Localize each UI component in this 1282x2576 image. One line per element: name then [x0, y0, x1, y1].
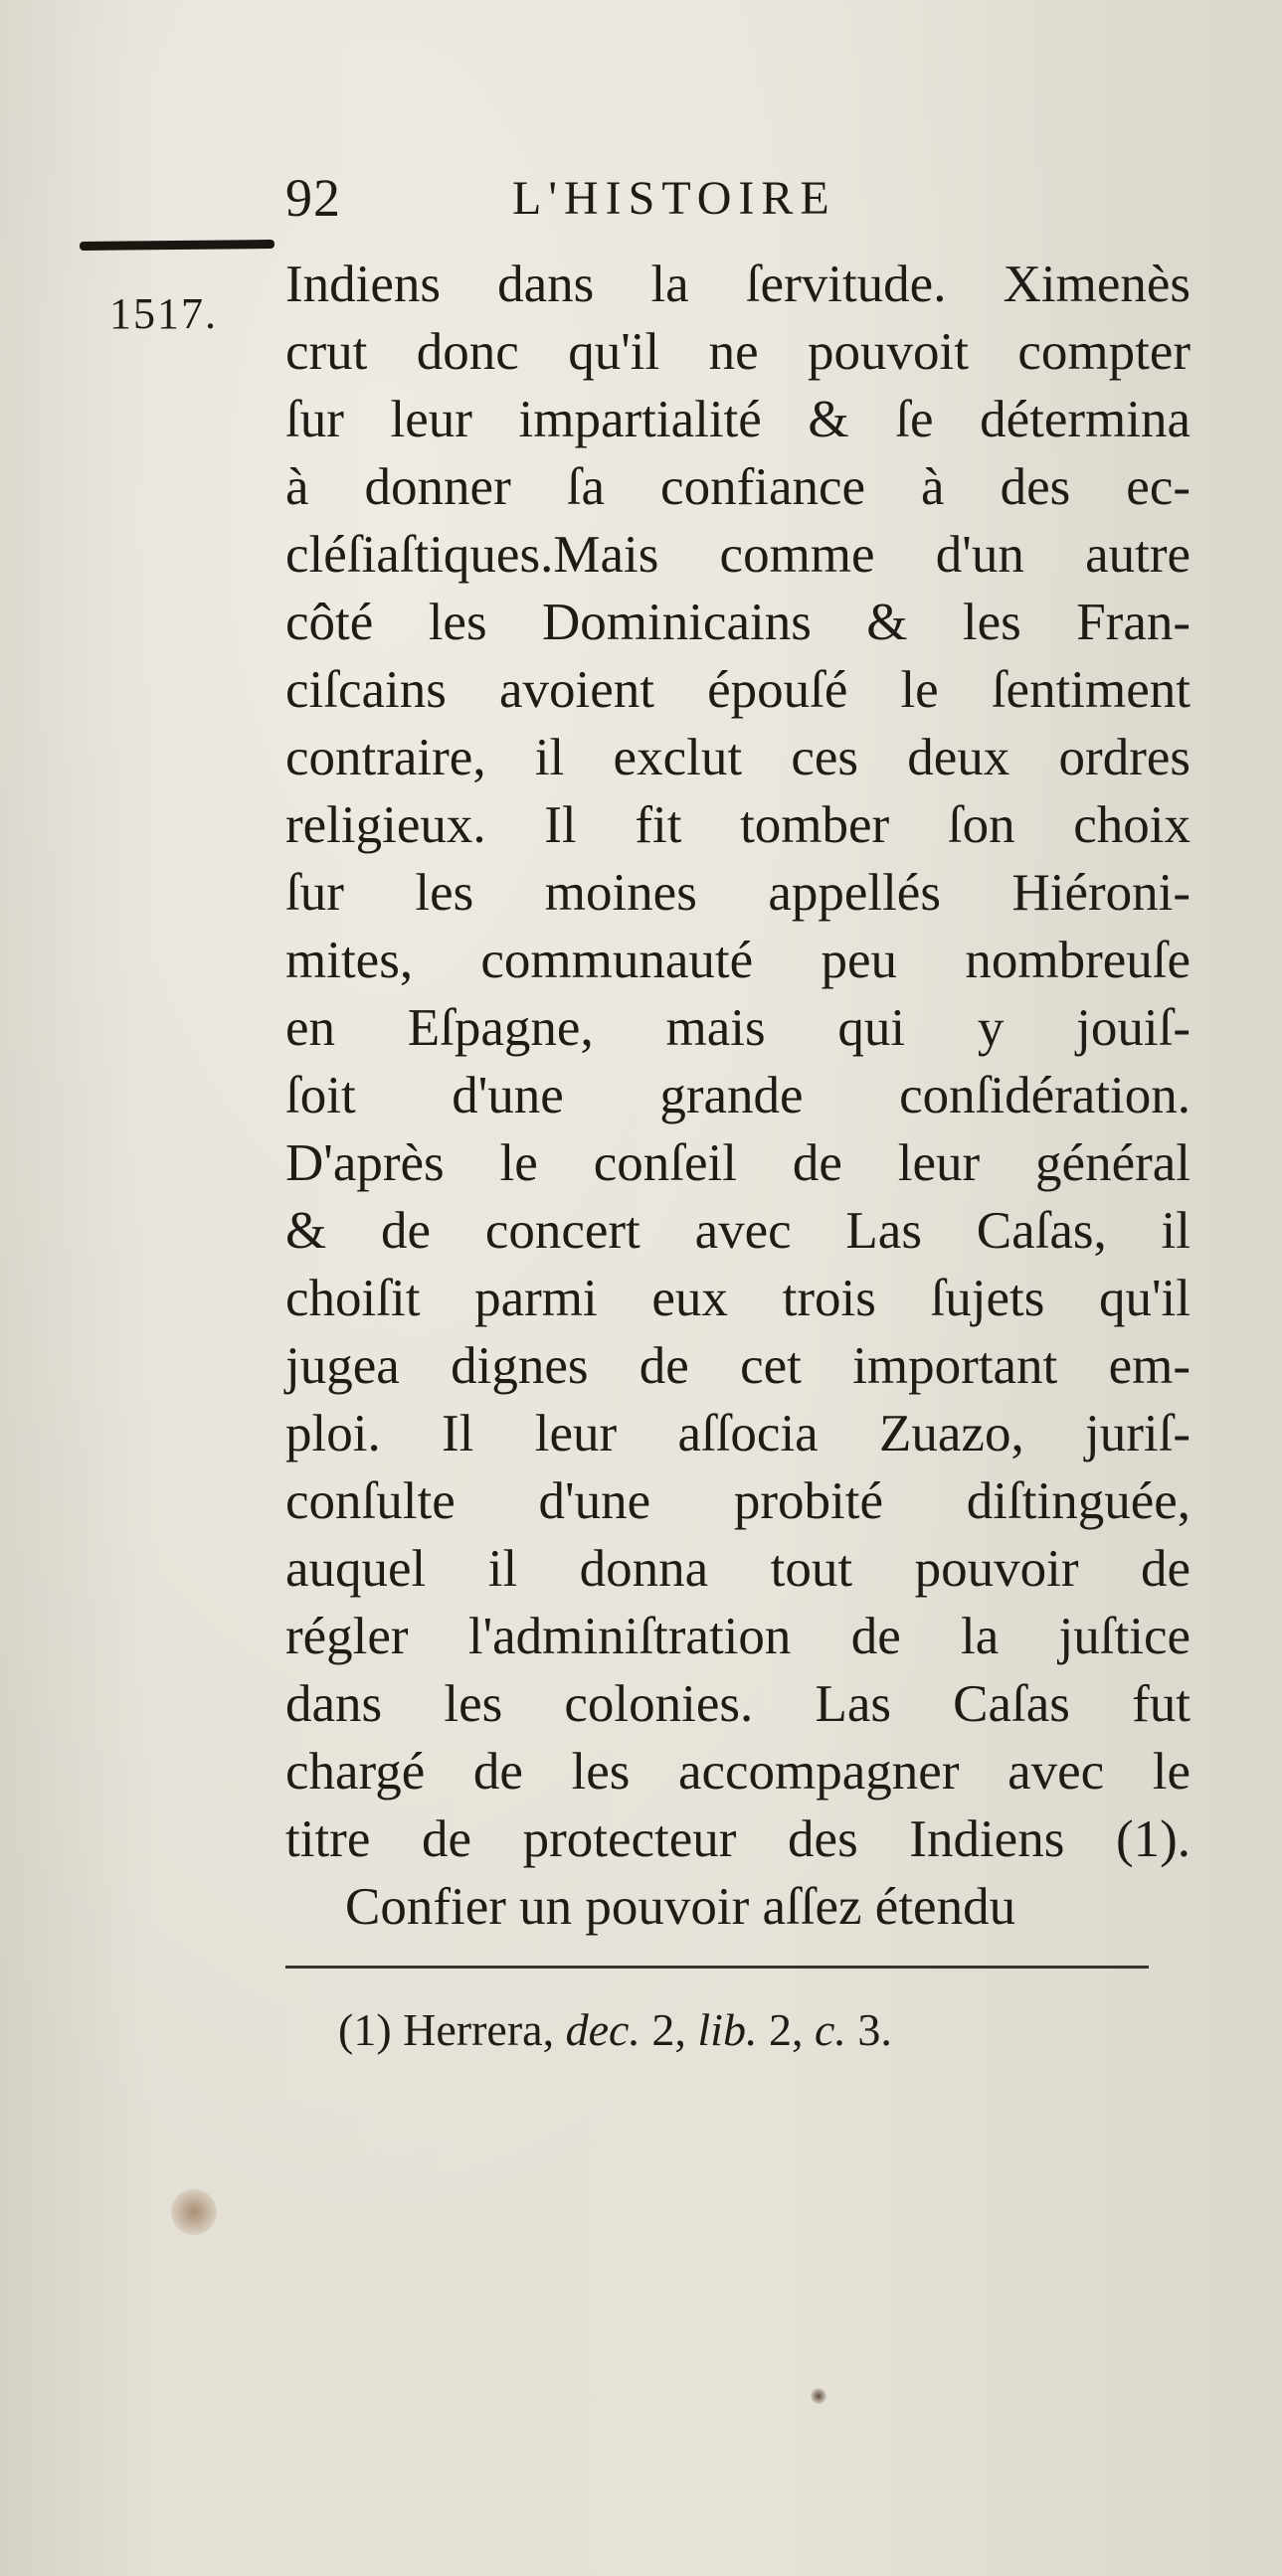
text-line: ſur leur impartialité & ſe détermina: [285, 391, 1190, 448]
body-text: [285, 251, 1190, 1941]
footnote-lib: lib.: [697, 2004, 758, 2055]
text-line: à donner ſa confiance à des ec-: [285, 458, 1190, 516]
text-line: D'après le conſeil de leur général: [285, 1134, 1190, 1192]
footnote-marker: (1) Herrera,: [338, 2004, 555, 2055]
text-line: Indiens dans la ſervitude. Ximenès: [285, 256, 1190, 313]
running-title: L'HISTOIRE: [512, 172, 836, 225]
text-line: choiſit parmi eux trois ſujets qu'il: [285, 1270, 1190, 1327]
text-line: en Eſpagne, mais qui y jouiſ-: [285, 999, 1190, 1057]
text-line: côté les Dominicains & les Fran-: [285, 594, 1190, 651]
footnote-c: c.: [814, 2004, 846, 2055]
text-line: chargé de les accompagner avec le: [285, 1743, 1190, 1801]
page-number: 92: [285, 168, 341, 228]
footnote-lib-num: 2,: [768, 2004, 804, 2055]
text-line: religieux. Il fit tomber ſon choix: [285, 796, 1190, 854]
text-line: titre de protecteur des Indiens (1).: [285, 1810, 1190, 1868]
text-line: jugea dignes de cet important em-: [285, 1337, 1190, 1395]
footnote-dec-num: 2,: [651, 2004, 686, 2055]
margin-rule: [80, 240, 275, 251]
page-header: [285, 167, 1002, 237]
text-line: crut donc qu'il ne pouvoit compter: [285, 323, 1190, 381]
text-line: ciſcains avoient épouſé le ſentiment: [285, 661, 1190, 719]
footnote-rule: [285, 1966, 1149, 1969]
ink-speck: [811, 2388, 826, 2404]
footnote: [338, 2003, 892, 2056]
text-line: régler l'adminiſtration de la juſtice: [285, 1608, 1190, 1665]
text-line: conſulte d'une probité diſtinguée,: [285, 1472, 1190, 1530]
footnote-dec: dec.: [565, 2004, 641, 2055]
text-line: mites, communauté peu nombreuſe: [285, 932, 1190, 989]
footnote-c-num: 3.: [857, 2004, 892, 2055]
text-line: dans les colonies. Las Caſas fut: [285, 1675, 1190, 1733]
text-line: ploi. Il leur aſſocia Zuazo, juriſ-: [285, 1405, 1190, 1462]
margin-year-note: 1517.: [109, 289, 218, 338]
text-line: auquel il donna tout pouvoir de: [285, 1540, 1190, 1598]
text-line: ſur les moines appellés Hiéroni-: [285, 864, 1190, 922]
text-line: cléſiaſtiques.Mais comme d'un autre: [285, 526, 1190, 584]
foxing-stain: [171, 2189, 217, 2235]
text-line: ſoit d'une grande conſidération.: [285, 1067, 1190, 1124]
text-line-catchline: Confier un pouvoir aſſez étendu: [345, 1878, 1016, 1936]
text-line: & de concert avec Las Caſas, il: [285, 1202, 1190, 1260]
text-line: contraire, il exclut ces deux ordres: [285, 729, 1190, 786]
